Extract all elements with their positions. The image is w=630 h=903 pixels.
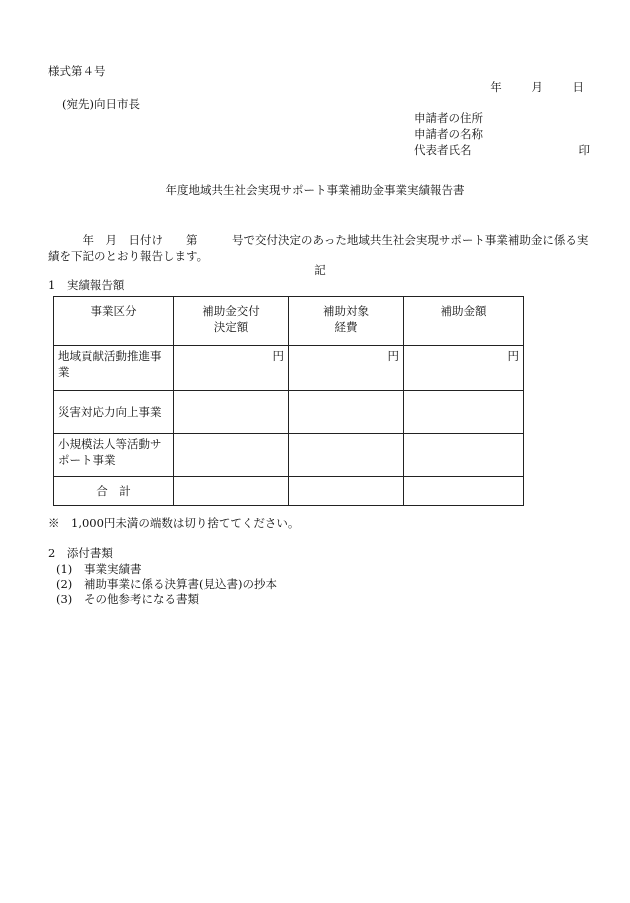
header-eligible-cost-text: 補助対象 経費 (323, 304, 369, 334)
body-text: 年 月 日付け 第 号で交付決定のあった地域共生社会実現サポート事業補助金に係る実績を下記のとおり報告します。 (48, 233, 589, 263)
row-cell (404, 434, 524, 477)
rounding-note: ※ 1,000円未満の端数は切り捨ててください。 (48, 516, 300, 530)
seal-mark: 印 (578, 143, 590, 157)
date-year-label: 年 (490, 80, 502, 94)
header-category-text: 事業区分 (90, 304, 137, 318)
row-cell: 円 (174, 346, 289, 391)
table-row (54, 391, 524, 434)
row-cell: 円 (289, 346, 404, 391)
header-decided-amount-text: 補助金交付 決定額 (202, 304, 260, 334)
table-row (54, 434, 524, 477)
form-number: 様式第４号 (48, 64, 106, 78)
date-month-label: 月 (531, 80, 543, 94)
attachment-number: (2) (56, 577, 73, 591)
section2-heading: 2 添付書類 (48, 546, 113, 560)
row-label: 災害対応力向上事業 (54, 391, 174, 434)
row-cell (289, 391, 404, 434)
header-subsidy-amount-text: 補助金額 (440, 304, 487, 318)
document-title: 年度地域共生社会実現サポート事業補助金事業実績報告書 (165, 183, 465, 197)
section1-heading: 1 実績報告額 (48, 278, 125, 292)
table-total-row (54, 477, 524, 506)
attachment-text: 補助事業に係る決算書(見込書)の抄本 (84, 577, 277, 591)
ki-marker: 記 (314, 263, 326, 277)
attachment-item (56, 577, 277, 592)
report-table (53, 296, 524, 506)
applicant-name-label: 申請者の名称 (414, 127, 483, 141)
total-label: 合 計 (54, 477, 174, 506)
row-cell (404, 391, 524, 434)
attachment-item (56, 562, 277, 577)
applicant-block (414, 111, 590, 159)
header-category (54, 297, 174, 346)
total-cell (404, 477, 524, 506)
row-cell (174, 391, 289, 434)
attachment-list (56, 562, 277, 607)
total-cell (289, 477, 404, 506)
applicant-address-label: 申請者の住所 (414, 111, 483, 125)
table-row (54, 346, 524, 391)
table-header-row (54, 297, 524, 346)
row-label: 地域貢献活動推進事業 (54, 346, 174, 391)
header-decided-amount (174, 297, 289, 346)
header-eligible-cost (289, 297, 404, 346)
row-label: 小規模法人等活動サポート事業 (54, 434, 174, 477)
row-cell (289, 434, 404, 477)
header-subsidy-amount (404, 297, 524, 346)
date-day-label: 日 (572, 80, 584, 94)
attachment-number: (1) (56, 562, 73, 576)
attachment-text: 事業実績書 (84, 562, 142, 576)
attachment-item (56, 592, 277, 607)
representative-label: 代表者氏名 (414, 143, 472, 157)
total-cell (174, 477, 289, 506)
attachment-text: その他参考になる書類 (84, 592, 199, 606)
representative-row (414, 143, 590, 159)
date-line (490, 80, 584, 96)
attachment-number: (3) (56, 592, 73, 606)
row-cell: 円 (404, 346, 524, 391)
row-cell (174, 434, 289, 477)
addressee: (宛先)向日市長 (62, 97, 140, 111)
